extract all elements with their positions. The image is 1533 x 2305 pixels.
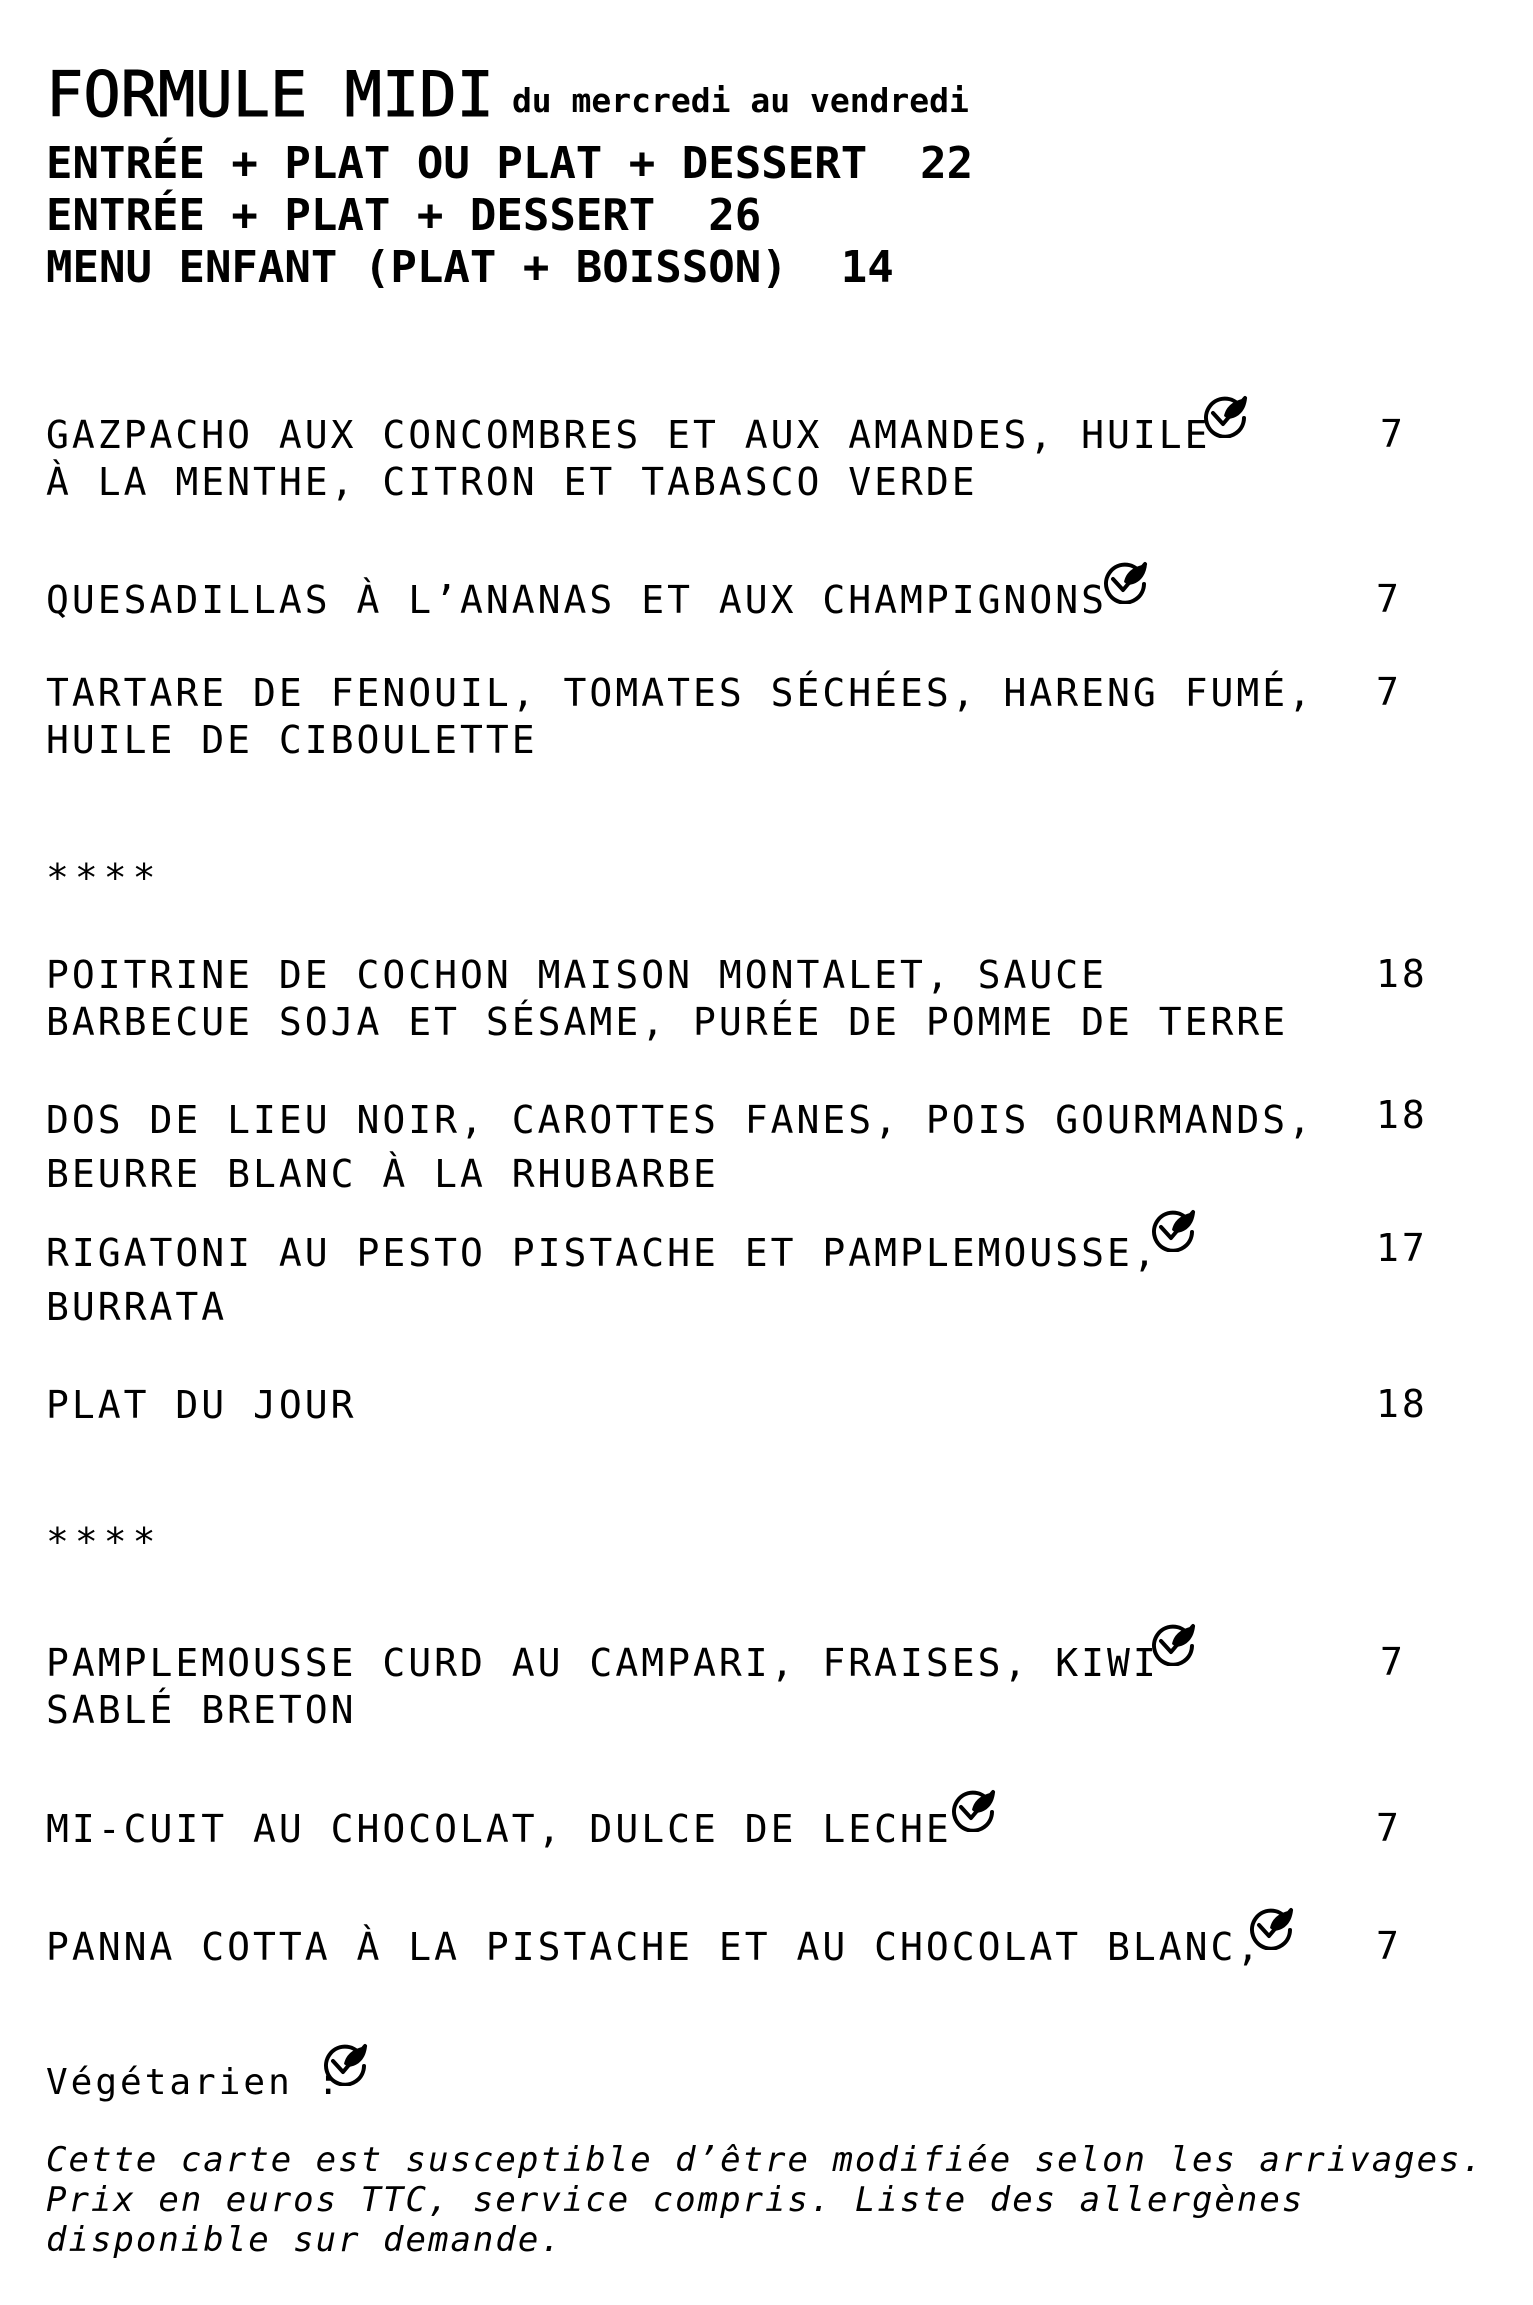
footer-line: Prix en euros TTC, service compris. Liste des allergènes: [46, 2180, 1305, 2220]
item-price: 17: [1376, 1226, 1428, 1270]
menu-item-main: [46, 1093, 1314, 1201]
menu-item-dessert: [46, 1924, 1262, 1971]
section-separator: ****: [46, 856, 162, 900]
legend-label: Végétarien :: [46, 2062, 343, 2103]
item-price: 7: [1380, 1640, 1406, 1684]
menu-item-dessert: [46, 1640, 1159, 1734]
vegetarian-leaf-check-icon: [1102, 558, 1150, 604]
vegetarian-leaf-check-icon: [1202, 392, 1250, 438]
menu-item-starter: [46, 577, 1107, 624]
item-text-line: RIGATONI AU PESTO PISTACHE ET PAMPLEMOUSSE,: [46, 1231, 1159, 1275]
item-price: 7: [1376, 1924, 1402, 1968]
item-text-line: À LA MENTHE, CITRON ET TABASCO VERDE: [46, 460, 978, 504]
formula-title-row: [46, 58, 1446, 138]
item-text-line: PLAT DU JOUR: [46, 1383, 357, 1427]
item-text-line: HUILE DE CIBOULETTE: [46, 718, 538, 762]
item-text-line: BURRATA: [46, 1285, 228, 1329]
footer-line: disponible sur demande.: [46, 2220, 563, 2260]
item-text-line: DOS DE LIEU NOIR, CAROTTES FANES, POIS GOURMANDS,: [46, 1098, 1315, 1142]
item-text-line: PAMPLEMOUSSE CURD AU CAMPARI, FRAISES, KIWI: [46, 1641, 1159, 1685]
vegetarian-legend: [46, 2062, 342, 2103]
item-text-line: QUESADILLAS À L’ANANAS ET AUX CHAMPIGNONS: [46, 578, 1107, 622]
menu-item-main: [46, 1226, 1159, 1334]
vegetarian-leaf-check-icon: [1150, 1206, 1198, 1252]
item-price: 7: [1380, 412, 1406, 456]
menu-item-main: [46, 1382, 357, 1429]
section-separator: ****: [46, 1520, 162, 1564]
vegetarian-leaf-check-icon: [1150, 1620, 1198, 1666]
menu-item-dessert: [46, 1806, 952, 1853]
item-price: 7: [1376, 1806, 1402, 1850]
item-price: 7: [1376, 577, 1402, 621]
formula-header: [46, 58, 1446, 294]
item-text-line: SABLÉ BRETON: [46, 1688, 357, 1732]
item-text-line: PANNA COTTA À LA PISTACHE ET AU CHOCOLAT BLANC,: [46, 1925, 1263, 1969]
item-price: 18: [1376, 952, 1428, 996]
item-text-line: MI-CUIT AU CHOCOLAT, DULCE DE LECHE: [46, 1807, 952, 1851]
vegetarian-leaf-check-icon: [322, 2040, 370, 2086]
item-price: 7: [1376, 670, 1402, 714]
item-text-line: BEURRE BLANC À LA RHUBARBE: [46, 1152, 719, 1196]
item-text-line: BARBECUE SOJA ET SÉSAME, PURÉE DE POMME DE TERRE: [46, 1000, 1289, 1044]
menu-item-starter: [46, 670, 1314, 764]
item-price: 18: [1376, 1093, 1428, 1137]
formula-option-3: MENU ENFANT (PLAT + BOISSON) 14: [46, 242, 894, 293]
formula-days: du mercredi au vendredi: [511, 81, 969, 120]
formula-title: FORMULE MIDI: [46, 58, 494, 131]
formula-option-1: ENTRÉE + PLAT OU PLAT + DESSERT 22: [46, 138, 974, 189]
footer-line: Cette carte est susceptible d’être modifiée selon les arrivages.: [46, 2140, 1485, 2180]
footer-note: [46, 2140, 1486, 2260]
item-price: 18: [1376, 1382, 1428, 1426]
item-text-line: GAZPACHO AUX CONCOMBRES ET AUX AMANDES, HUILE: [46, 413, 1211, 457]
vegetarian-leaf-check-icon: [1248, 1904, 1296, 1950]
menu-item-main: [46, 952, 1288, 1046]
vegetarian-leaf-check-icon: [950, 1786, 998, 1832]
item-text-line: TARTARE DE FENOUIL, TOMATES SÉCHÉES, HARENG FUMÉ,: [46, 671, 1315, 715]
menu-item-starter: [46, 412, 1211, 506]
item-text-line: POITRINE DE COCHON MAISON MONTALET, SAUCE: [46, 953, 1107, 997]
formula-option-2: ENTRÉE + PLAT + DESSERT 26: [46, 190, 762, 241]
